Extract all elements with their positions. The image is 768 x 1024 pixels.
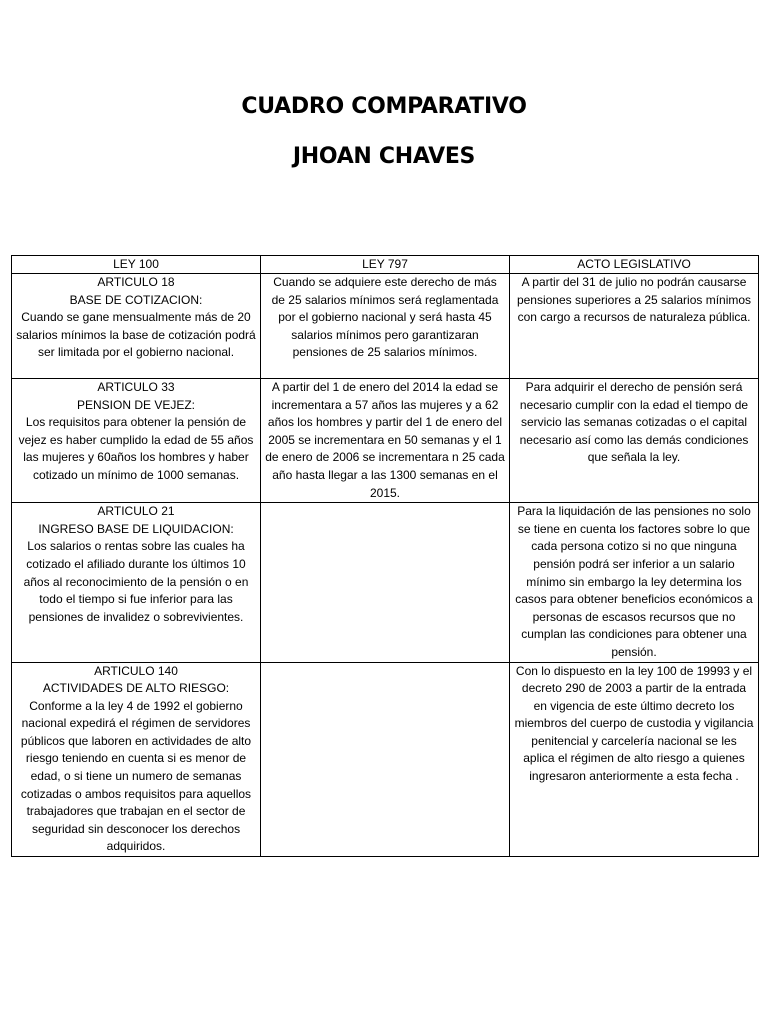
author-name: JHOAN CHAVES	[292, 144, 476, 169]
article-heading: INGRESO BASE DE LIQUIDACION:	[38, 521, 234, 536]
document-title: CUADRO COMPARATIVO	[241, 94, 527, 119]
table-row	[12, 662, 759, 857]
article-heading: ACTIVIDADES DE ALTO RIESGO:	[42, 681, 230, 696]
cell-ley-100	[12, 379, 261, 503]
cell-ley-100	[12, 662, 261, 857]
article-heading: BASE DE COTIZACION:	[69, 292, 203, 307]
cell-ley-797: A partir del 1 de enero del 2014 la edad se incrementara a 57 años las mujeres y a 62 años los hombres y partir del 1 de enero del 2005 se incrementara en 50 semanas y el 1 de enero de 2006 se incrementara n 25 cada año hasta llegar a las 1300 semanas en el 2015.	[261, 379, 510, 503]
cell-acto-legislativo: Para la liquidación de las pensiones no solo se tiene en cuenta los factores sobre lo que cada persona cotizo si no que ninguna pensión podrá ser inferior a un salario mínimo sin embargo la ley determina los casos para obtener beneficios económicos a personas de escasos recursos que no cumplan las condiciones para obtener una pensión.	[510, 503, 759, 662]
article-number: ARTICULO 18	[97, 275, 175, 289]
table-row	[12, 503, 759, 662]
cell-ley-797	[261, 662, 510, 857]
cell-ley-797: Cuando se adquiere este derecho de más de 25 salarios mínimos será reglamentada por el gobierno nacional y será hasta 45 salarios mínimos pero garantizaran pensiones de 25 salarios mínimos.	[261, 274, 510, 379]
cell-acto-legislativo: Para adquirir el derecho de pensión será necesario cumplir con la edad el tiempo de servicio las semanas cotizadas o el capital necesario así como las demás condiciones que señala la ley.	[510, 379, 759, 503]
cell-ley-100	[12, 503, 261, 662]
article-number: ARTICULO 140	[94, 663, 178, 678]
article-heading: PENSION DE VEJEZ:	[76, 397, 196, 412]
cell-ley-797	[261, 503, 510, 662]
article-number: ARTICULO 21	[97, 504, 175, 519]
table-row	[12, 379, 759, 503]
header-ley-797: LEY 797	[261, 256, 510, 274]
cell-acto-legislativo: Con lo dispuesto en la ley 100 de 19993 y el decreto 290 de 2003 a partir de la entrada en vigencia de este último decreto los miembros del cuerpo de custodia y vigilancia penitencial y carcelería nacional se les aplica el régimen de alto riesgo a quienes ingresaron anteriormente a esta fecha .	[510, 662, 759, 857]
article-text: Los salarios o rentas sobre las cuales ha cotizado el afiliado durante los últimos 10 años al reconocimiento de la pensión o en todo el tiempo si fue inferior para las pensiones de invalidez o sobrevivientes.	[23, 539, 249, 624]
article-number: ARTICULO 33	[97, 380, 175, 394]
header-acto-legislativo: ACTO LEGISLATIVO	[510, 256, 759, 274]
cell-acto-legislativo: A partir del 31 de julio no podrán causarse pensiones superiores a 25 salarios mínimos con cargo a recursos de naturaleza pública.	[510, 274, 759, 379]
article-text: Conforme a la ley 4 de 1992 el gobierno nacional expedirá el régimen de servidores públicos que laboren en actividades de alto riesgo teniendo en cuenta si es menor de edad, o si tiene un numero de semanas cotizadas o ambos requisitos para aquellos trabajadores que trabajan en el sector de seguridad sin desconocer los derechos adquiridos.	[20, 698, 252, 854]
article-text: Cuando se gane mensualmente más de 20 salarios mínimos la base de cotización podrá ser limitada por el gobierno nacional.	[16, 310, 256, 360]
table-header-row	[12, 256, 759, 274]
header-ley-100: LEY 100	[12, 256, 261, 274]
cell-ley-100	[12, 274, 261, 379]
article-text: Los requisitos para obtener la pensión de vejez es haber cumplido la edad de 55 años las mujeres y 60años los hombres y haber cotizado un mínimo de 1000 semanas.	[18, 415, 254, 482]
table-row	[12, 274, 759, 379]
comparison-table	[11, 255, 759, 857]
